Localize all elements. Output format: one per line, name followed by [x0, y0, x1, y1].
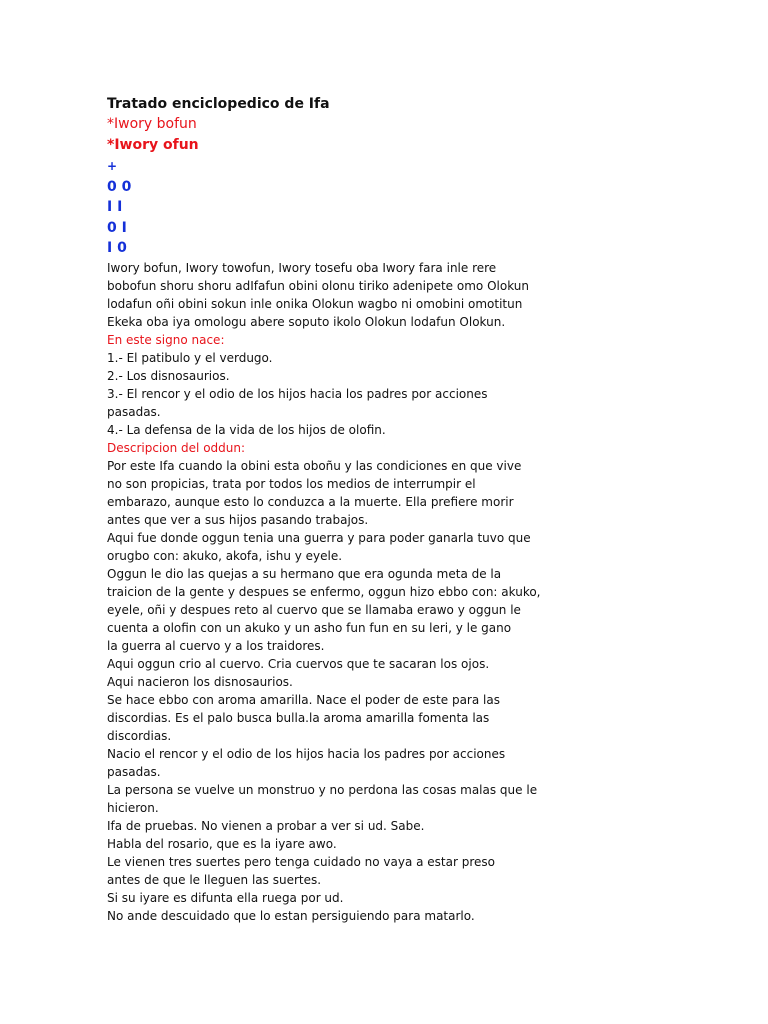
rezo-line: lodafun oñi obini sokun inle onika Olokun wagbo ni omobini omotitun — [107, 296, 523, 311]
list-item: 2.- Los disnosaurios. — [107, 368, 230, 383]
paragraph-line: Habla del rosario, que es la iyare awo. — [107, 836, 337, 851]
rezo-line: Ekeka oba iya omologu abere soputo ikolo Olokun lodafun Olokun. — [107, 314, 506, 329]
list-item: pasadas. — [107, 404, 161, 419]
paragraph-line: Le vienen tres suertes pero tenga cuidado no vaya a estar preso — [107, 854, 495, 869]
paragraph-line: orugbo con: akuko, akofa, ishu y eyele. — [107, 548, 343, 563]
paragraph-line: Nacio el rencor y el odio de los hijos hacia los padres por acciones — [107, 746, 506, 761]
paragraph-line: Por este Ifa cuando la obini esta oboñu y las condiciones en que vive — [107, 458, 522, 473]
document-body — [107, 94, 627, 925]
section-heading-nace: En este signo nace: — [107, 332, 225, 347]
list-item: 1.- El patibulo y el verdugo. — [107, 350, 273, 365]
figure-row: I 0 — [107, 240, 127, 256]
paragraph-line: discordias. Es el palo busca bulla.la aroma amarilla fomenta las — [107, 710, 490, 725]
paragraph-line: discordias. — [107, 728, 172, 743]
paragraph-line: No ande descuidado que lo estan persiguiendo para matarlo. — [107, 908, 475, 923]
paragraph-line: embarazo, aunque esto lo conduzca a la muerte. Ella prefiere morir — [107, 494, 514, 509]
sign-name-primary: *Iwory bofun — [107, 116, 197, 132]
figure-row: 0 0 — [107, 178, 132, 195]
paragraph-line: Oggun le dio las quejas a su hermano que era ogunda meta de la — [107, 566, 502, 581]
paragraph-line: antes que ver a sus hijos pasando trabajos. — [107, 512, 369, 527]
paragraph-line: hicieron. — [107, 800, 159, 815]
document-title: Tratado enciclopedico de Ifa — [107, 96, 330, 112]
rezo-paragraph — [107, 259, 627, 331]
paragraph-line: cuenta a olofin con un akuko y un asho fun fun en su leri, y le gano — [107, 620, 512, 635]
paragraph-line: pasadas. — [107, 764, 161, 779]
paragraph-line: Aqui oggun crio al cuervo. Cria cuervos que te sacaran los ojos. — [107, 656, 490, 671]
paragraph-line: Aqui fue donde oggun tenia una guerra y para poder ganarla tuvo que — [107, 530, 531, 545]
paragraph-line: La persona se vuelve un monstruo y no perdona las cosas malas que le — [107, 782, 538, 797]
paragraph-line: eyele, oñi y despues reto al cuervo que se llamaba erawo y oggun le — [107, 602, 521, 617]
list-item: 3.- El rencor y el odio de los hijos hacia los padres por acciones — [107, 386, 488, 401]
list-item: 4.- La defensa de la vida de los hijos de olofin. — [107, 422, 386, 437]
paragraph-line: la guerra al cuervo y a los traidores. — [107, 638, 325, 653]
paragraph-line: no son propicias, trata por todos los medios de interrumpir el — [107, 476, 476, 491]
figure-mark: + — [107, 159, 118, 173]
paragraph-line: Aqui nacieron los disnosaurios. — [107, 674, 293, 689]
paragraph-line: Se hace ebbo con aroma amarilla. Nace el poder de este para las — [107, 692, 500, 707]
paragraph-line: Si su iyare es difunta ella ruega por ud. — [107, 890, 344, 905]
paragraph-line: traicion de la gente y despues se enfermo, oggun hizo ebbo con: akuko, — [107, 584, 541, 599]
rezo-line: bobofun shoru shoru adIfafun obini olonu tiriko adenipete omo Olokun — [107, 278, 529, 293]
paragraph-line: Ifa de pruebas. No vienen a probar a ver si ud. Sabe. — [107, 818, 425, 833]
paragraph-line: antes de que le lleguen las suertes. — [107, 872, 322, 887]
figure-row: I I — [107, 199, 123, 215]
sign-name-secondary: *Iwory ofun — [107, 137, 199, 153]
descripcion-paragraph — [107, 457, 627, 925]
odu-figure — [107, 156, 627, 259]
rezo-line: Iwory bofun, Iwory towofun, Iwory tosefu oba Iwory fara inle rere — [107, 260, 497, 275]
section-heading-descripcion: Descripcion del oddun: — [107, 440, 246, 455]
figure-row: 0 I — [107, 219, 127, 236]
nace-list — [107, 349, 627, 439]
